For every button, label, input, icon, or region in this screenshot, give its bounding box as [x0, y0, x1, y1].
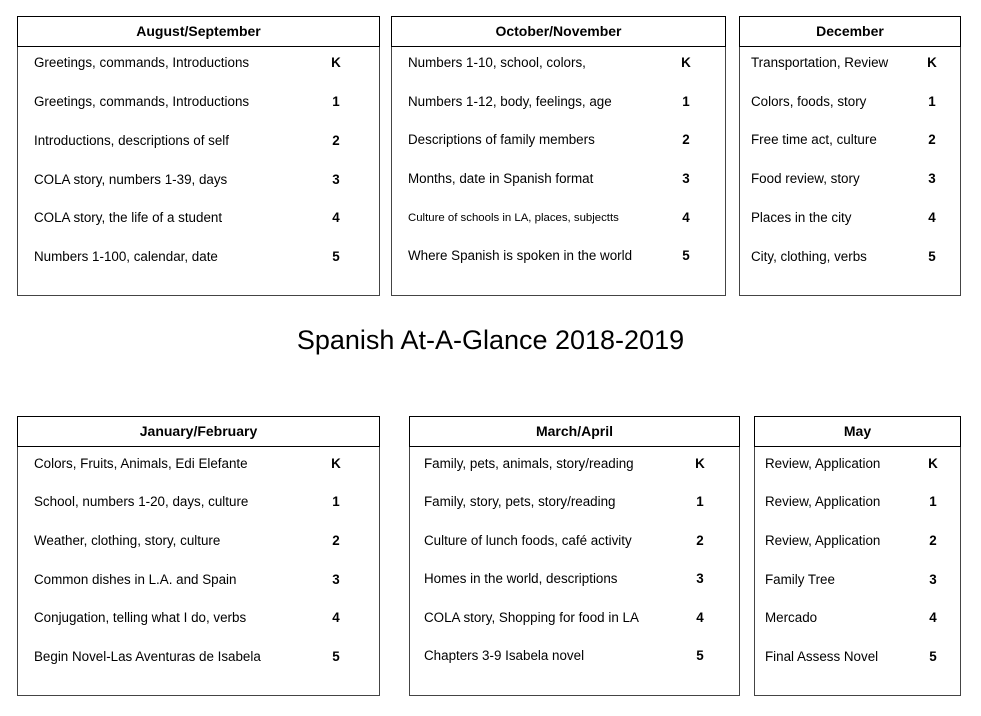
topic-text: Places in the city	[751, 210, 852, 225]
block-march-april	[409, 416, 740, 696]
grade-label: 3	[928, 171, 936, 186]
grade-label: 5	[332, 649, 340, 664]
list-item	[18, 247, 379, 267]
list-item	[18, 53, 379, 73]
topic-text: Chapters 3-9 Isabela novel	[424, 648, 585, 663]
grade-label: 1	[682, 94, 690, 109]
grade-label: 5	[928, 249, 936, 264]
block-january-february	[17, 416, 380, 696]
block-heading: October/November	[391, 16, 726, 47]
topic-text: Homes in the world, descriptions	[424, 571, 618, 586]
grade-label: 1	[928, 94, 936, 109]
block-heading: December	[739, 16, 961, 47]
topic-text: Conjugation, telling what I do, verbs	[34, 610, 247, 625]
block-august-september	[17, 16, 380, 296]
topic-text: Where Spanish is spoken in the world	[408, 248, 633, 263]
grade-label: 4	[929, 610, 937, 625]
topic-text: Review, Application	[765, 494, 881, 509]
block-heading: January/February	[17, 416, 380, 447]
list-item	[740, 53, 960, 73]
list-item	[18, 131, 379, 151]
topic-text: Mercado	[765, 610, 818, 625]
grade-label: 5	[929, 649, 937, 664]
grade-label: 5	[332, 249, 340, 264]
block-october-november	[391, 16, 726, 296]
grade-label: 3	[332, 172, 340, 187]
list-item	[18, 608, 379, 628]
topic-text: Family Tree	[765, 572, 835, 587]
list-item	[410, 454, 739, 474]
grade-label: K	[695, 456, 705, 471]
list-item	[392, 169, 725, 189]
list-item	[755, 492, 960, 512]
grade-label: 5	[682, 248, 690, 263]
grade-label: K	[927, 55, 937, 70]
list-item	[392, 246, 725, 266]
grade-label: 4	[332, 610, 340, 625]
topic-text: Review, Application	[765, 456, 881, 471]
list-item	[755, 531, 960, 551]
list-item	[755, 454, 960, 474]
grade-label: K	[928, 456, 938, 471]
topic-text: Family, story, pets, story/reading	[424, 494, 616, 509]
list-item	[18, 531, 379, 551]
page-title: Spanish At-A-Glance 2018-2019	[296, 325, 685, 355]
topic-text: Greetings, commands, Introductions	[34, 94, 250, 109]
grade-label: K	[331, 55, 341, 70]
topic-text: Weather, clothing, story, culture	[34, 533, 221, 548]
block-may	[754, 416, 961, 696]
topic-text: Review, Application	[765, 533, 881, 548]
grade-label: 4	[682, 210, 690, 225]
topic-text: Family, pets, animals, story/reading	[424, 456, 634, 471]
list-item	[18, 492, 379, 512]
list-item	[392, 130, 725, 150]
grade-label: 3	[332, 572, 340, 587]
grade-label: 3	[696, 571, 704, 586]
block-heading: August/September	[17, 16, 380, 47]
topic-text: Numbers 1-10, school, colors,	[408, 55, 586, 70]
topic-text: Numbers 1-100, calendar, date	[34, 249, 218, 264]
topic-text: COLA story, numbers 1-39, days	[34, 172, 228, 187]
topic-text: City, clothing, verbs	[751, 249, 867, 264]
topic-text: Colors, Fruits, Animals, Edi Elefante	[34, 456, 248, 471]
grade-label: 5	[696, 648, 704, 663]
list-item	[410, 646, 739, 666]
topic-text: Introductions, descriptions of self	[34, 133, 230, 148]
grade-label: 4	[696, 610, 704, 625]
grade-label: 2	[682, 132, 690, 147]
list-item	[740, 130, 960, 150]
grade-label: 1	[332, 494, 340, 509]
list-item	[410, 608, 739, 628]
topic-text: Food review, story	[751, 171, 860, 186]
list-item	[392, 208, 725, 228]
list-item	[18, 92, 379, 112]
list-item	[410, 531, 739, 551]
topic-text: Months, date in Spanish format	[408, 171, 594, 186]
list-item	[740, 208, 960, 228]
grade-label: 4	[928, 210, 936, 225]
list-item	[740, 247, 960, 267]
topic-text: Numbers 1-12, body, feelings, age	[408, 94, 612, 109]
list-item	[755, 608, 960, 628]
topic-text: Colors, foods, story	[751, 94, 867, 109]
list-item	[18, 570, 379, 590]
topic-text: Begin Novel-Las Aventuras de Isabela	[34, 649, 261, 664]
list-item	[392, 53, 725, 73]
list-item	[410, 492, 739, 512]
topic-text: Free time act, culture	[751, 132, 877, 147]
list-item	[392, 92, 725, 112]
list-item	[410, 569, 739, 589]
grade-label: 3	[929, 572, 937, 587]
grade-label: 1	[332, 94, 340, 109]
topic-text: Common dishes in L.A. and Spain	[34, 572, 237, 587]
list-item	[18, 170, 379, 190]
grade-label: 2	[929, 533, 937, 548]
topic-text: COLA story, Shopping for food in LA	[424, 610, 639, 625]
grade-label: K	[681, 55, 691, 70]
topic-text: Descriptions of family members	[408, 132, 595, 147]
topic-text: Final Assess Novel	[765, 649, 879, 664]
grade-label: 2	[332, 133, 340, 148]
grade-label: 2	[332, 533, 340, 548]
list-item	[18, 208, 379, 228]
grade-label: 2	[696, 533, 704, 548]
topic-text: Transportation, Review	[751, 55, 889, 70]
topic-text: School, numbers 1-20, days, culture	[34, 494, 249, 509]
grade-label: 3	[682, 171, 690, 186]
block-heading: May	[754, 416, 961, 447]
topic-text: COLA story, the life of a student	[34, 210, 223, 225]
topic-text: Culture of lunch foods, café activity	[424, 533, 632, 548]
grade-label: 4	[332, 210, 340, 225]
list-item	[740, 92, 960, 112]
topic-text: Greetings, commands, Introductions	[34, 55, 250, 70]
list-item	[740, 169, 960, 189]
block-heading: March/April	[409, 416, 740, 447]
list-item	[755, 570, 960, 590]
topic-text: Culture of schools in LA, places, subjectts	[408, 212, 619, 224]
list-item	[18, 647, 379, 667]
grade-label: 1	[696, 494, 704, 509]
grade-label: K	[331, 456, 341, 471]
list-item	[18, 454, 379, 474]
grade-label: 1	[929, 494, 937, 509]
grade-label: 2	[928, 132, 936, 147]
list-item	[755, 647, 960, 667]
block-december	[739, 16, 961, 296]
